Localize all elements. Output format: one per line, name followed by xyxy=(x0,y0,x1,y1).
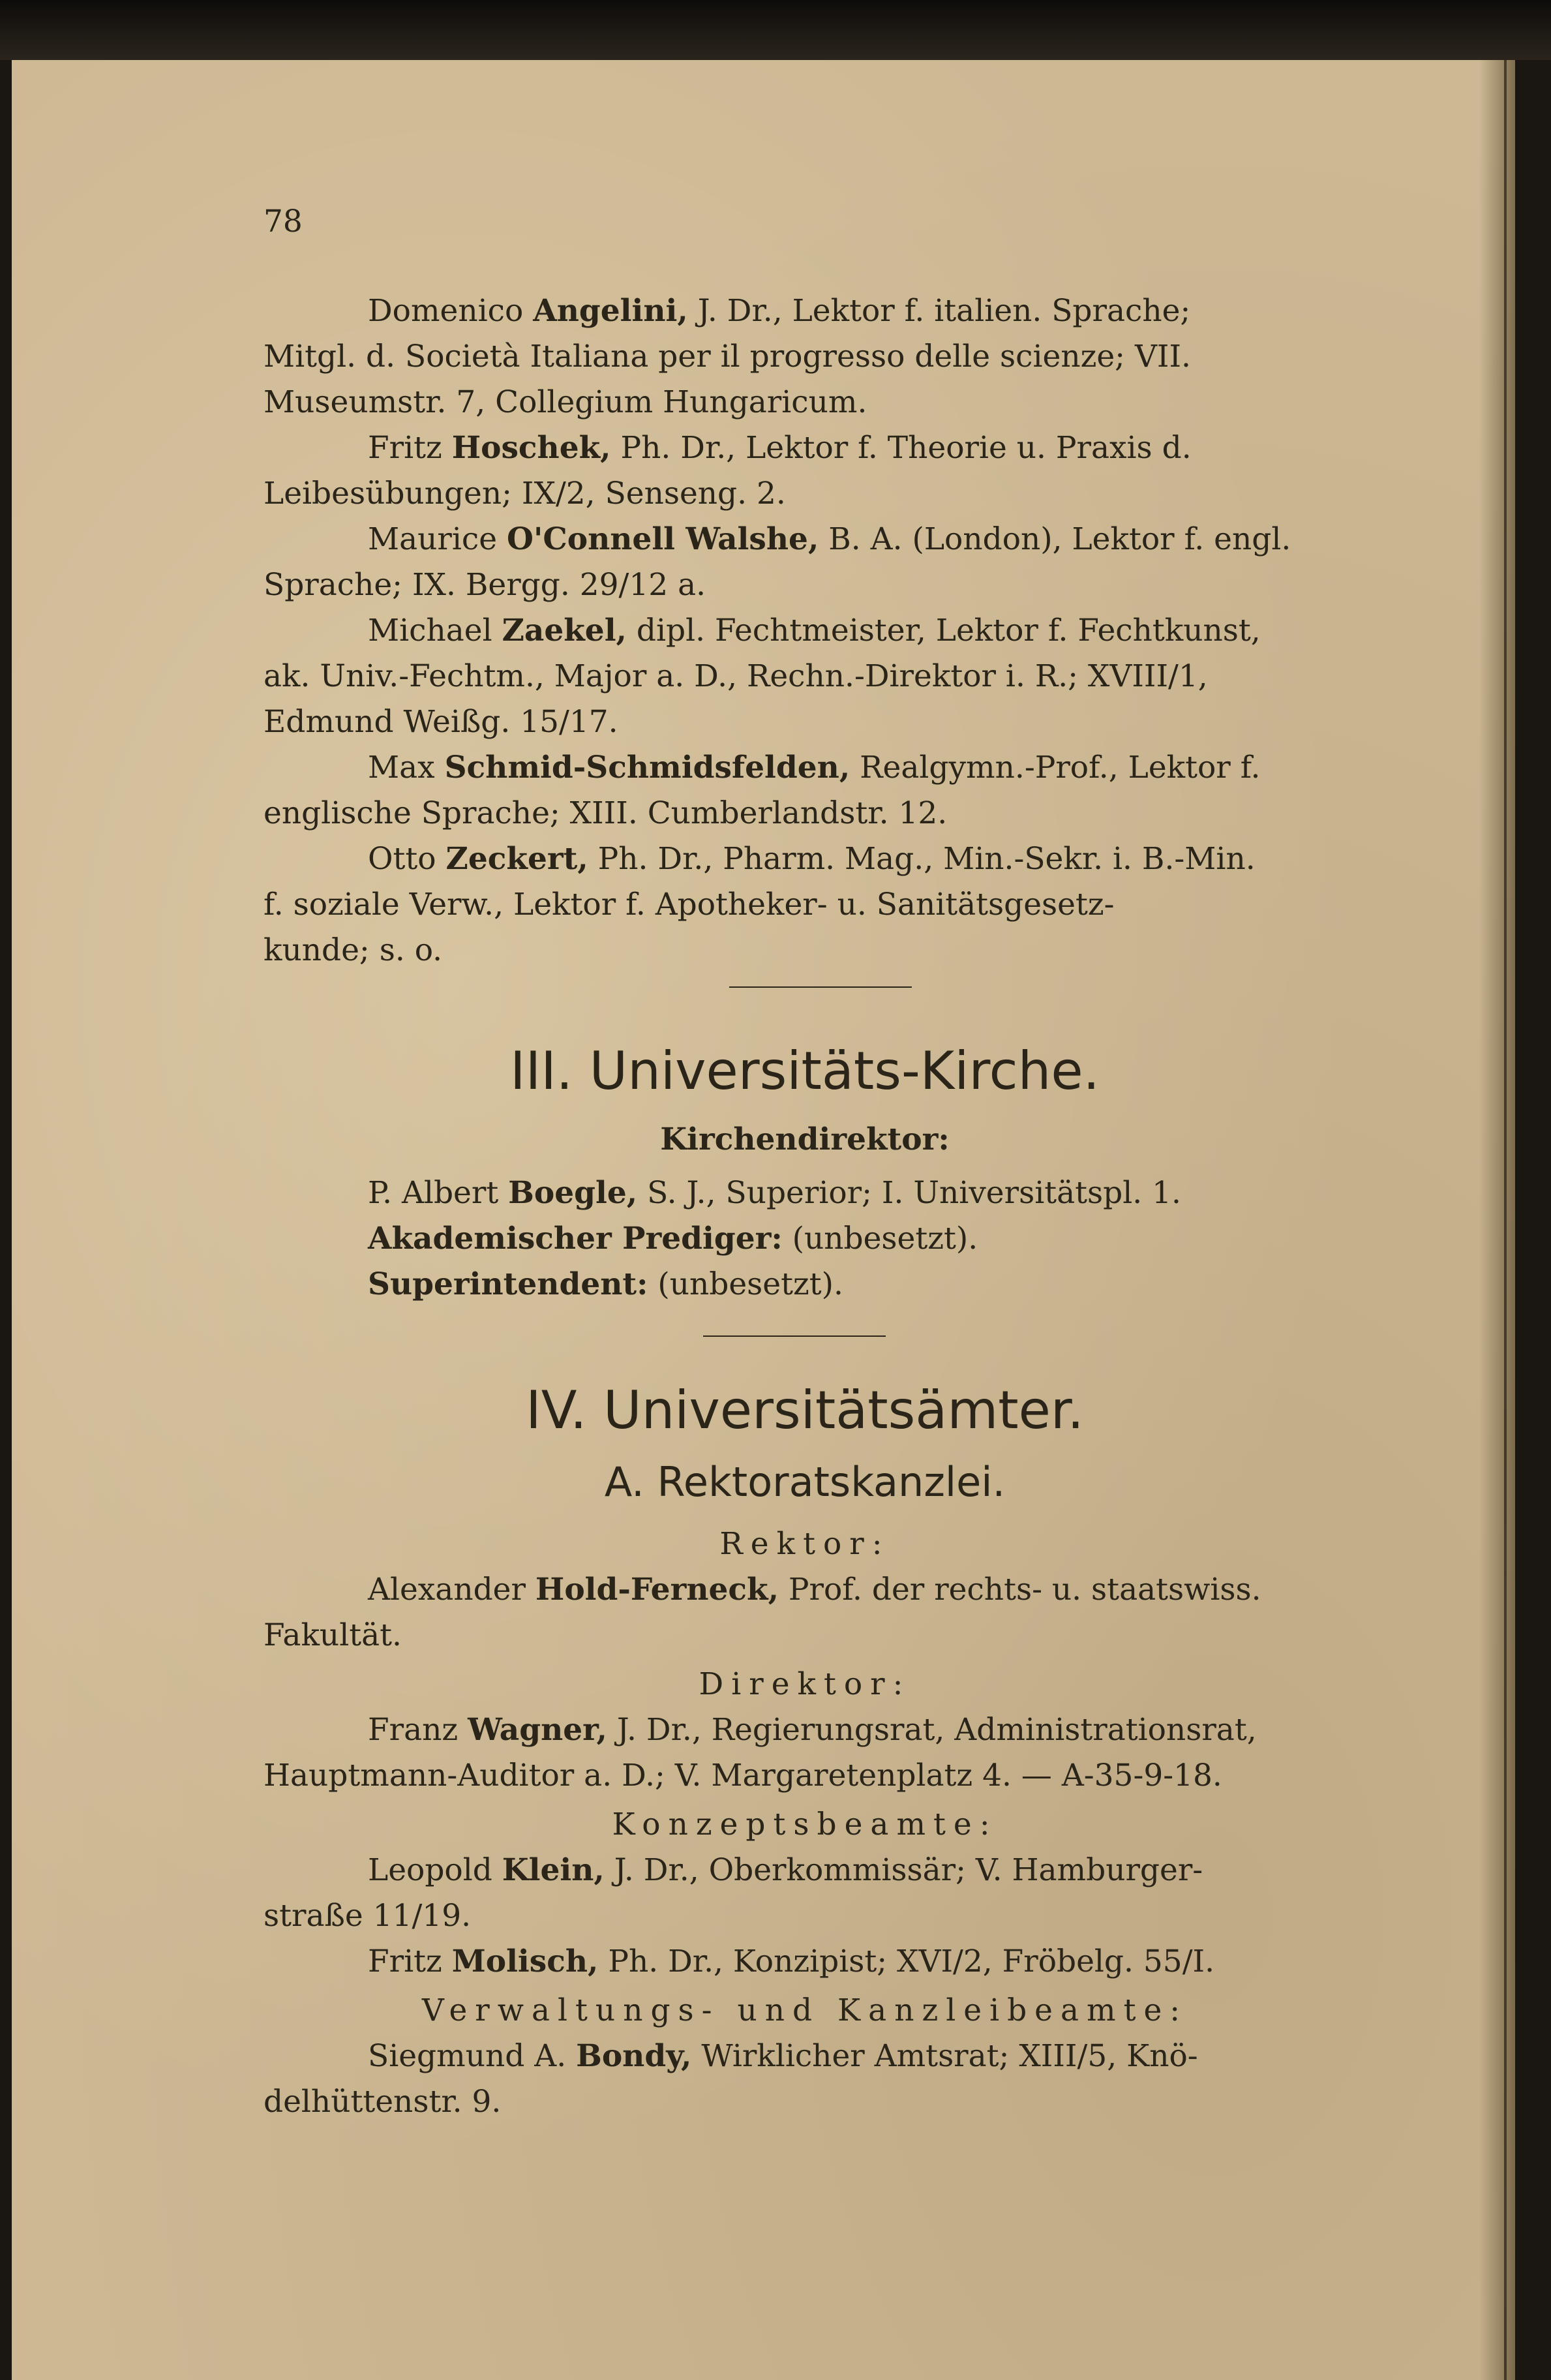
divider-rule xyxy=(703,1335,886,1337)
entry-line: Leopold Klein, J. Dr., Oberkommissär; V. Hamburger- xyxy=(368,1852,1203,1888)
entry-line: Hauptmann-Auditor a. D.; V. Margaretenplatz 4. — A-35-9-18. xyxy=(264,1758,1222,1793)
entry-line: Franz Wagner, J. Dr., Regierungsrat, Administrationsrat, xyxy=(368,1712,1257,1748)
section-heading-4: IV. Universitätsämter. xyxy=(526,1380,1084,1441)
entry-line: delhüttenstr. 9. xyxy=(264,2084,502,2120)
entry-line: Alexander Hold-Ferneck, Prof. der rechts- u. staatswiss. xyxy=(368,1572,1261,1608)
kirchendirektor-label: Kirchendirektor: xyxy=(660,1121,950,1157)
divider-rule xyxy=(729,986,912,988)
entry-line: P. Albert Boegle, S. J., Superior; I. Universitätspl. 1. xyxy=(368,1175,1181,1211)
entry-line: englische Sprache; XIII. Cumberlandstr. 12. xyxy=(264,795,948,831)
entry-line: ak. Univ.-Fechtm., Major a. D., Rechn.-Direktor i. R.; XVIII/1, xyxy=(264,658,1208,694)
entry-line: Sprache; IX. Bergg. 29/12 a. xyxy=(264,567,706,603)
entry-line: Fritz Molisch, Ph. Dr., Konzipist; XVI/2, Fröbelg. 55/I. xyxy=(368,1944,1215,1979)
entry-line: Museumstr. 7, Collegium Hungaricum. xyxy=(264,384,867,420)
entry-line: Siegmund A. Bondy, Wirklicher Amtsrat; XIII/5, Knö- xyxy=(368,2038,1198,2074)
document-page xyxy=(12,60,1515,2380)
entry-line: Domenico Angelini, J. Dr., Lektor f. italien. Sprache; xyxy=(368,293,1191,329)
entry-line: Otto Zeckert, Ph. Dr., Pharm. Mag., Min.-Sekr. i. B.-Min. xyxy=(368,841,1256,877)
entry-line: straße 11/19. xyxy=(264,1898,472,1934)
binding-edge xyxy=(1504,60,1507,2380)
direktor-label: Direktor: xyxy=(699,1666,911,1702)
entry-line: Fritz Hoschek, Ph. Dr., Lektor f. Theorie u. Praxis d. xyxy=(368,430,1192,466)
page-shadow xyxy=(1479,60,1515,2380)
entry-line: f. soziale Verw., Lektor f. Apotheker- u. Sanitätsgesetz- xyxy=(264,887,1115,923)
entry-line: Max Schmid-Schmidsfelden, Realgymn.-Prof., Lektor f. xyxy=(368,750,1261,786)
entry-line: Michael Zaekel, dipl. Fechtmeister, Lektor f. Fechtkunst, xyxy=(368,613,1261,648)
entry-line: Mitgl. d. Società Italiana per il progresso delle scienze; VII. xyxy=(264,339,1191,374)
rektoratskanzlei-heading: A. Rektoratskanzlei. xyxy=(604,1458,1006,1506)
entry-line: Akademischer Prediger: (unbesetzt). xyxy=(368,1221,978,1257)
page-number: 78 xyxy=(264,204,303,239)
entry-line: Fakultät. xyxy=(264,1617,402,1653)
scan-background xyxy=(0,0,1551,60)
konzeptsbeamte-label: Konzeptsbeamte: xyxy=(612,1807,998,1842)
section-heading-3: III. Universitäts-Kirche. xyxy=(510,1041,1100,1101)
entry-line: kunde; s. o. xyxy=(264,932,443,968)
entry-line: Maurice O'Connell Walshe, B. A. (London), Lektor f. engl. xyxy=(368,521,1291,557)
entry-line: Superintendent: (unbesetzt). xyxy=(368,1266,843,1302)
entry-line: Edmund Weißg. 15/17. xyxy=(264,704,618,740)
rektor-label: Rektor: xyxy=(719,1526,890,1562)
entry-line: Leibesübungen; IX/2, Senseng. 2. xyxy=(264,476,786,511)
verwaltungsbeamte-label: Verwaltungs- und Kanzleibeamte: xyxy=(421,1992,1188,2028)
